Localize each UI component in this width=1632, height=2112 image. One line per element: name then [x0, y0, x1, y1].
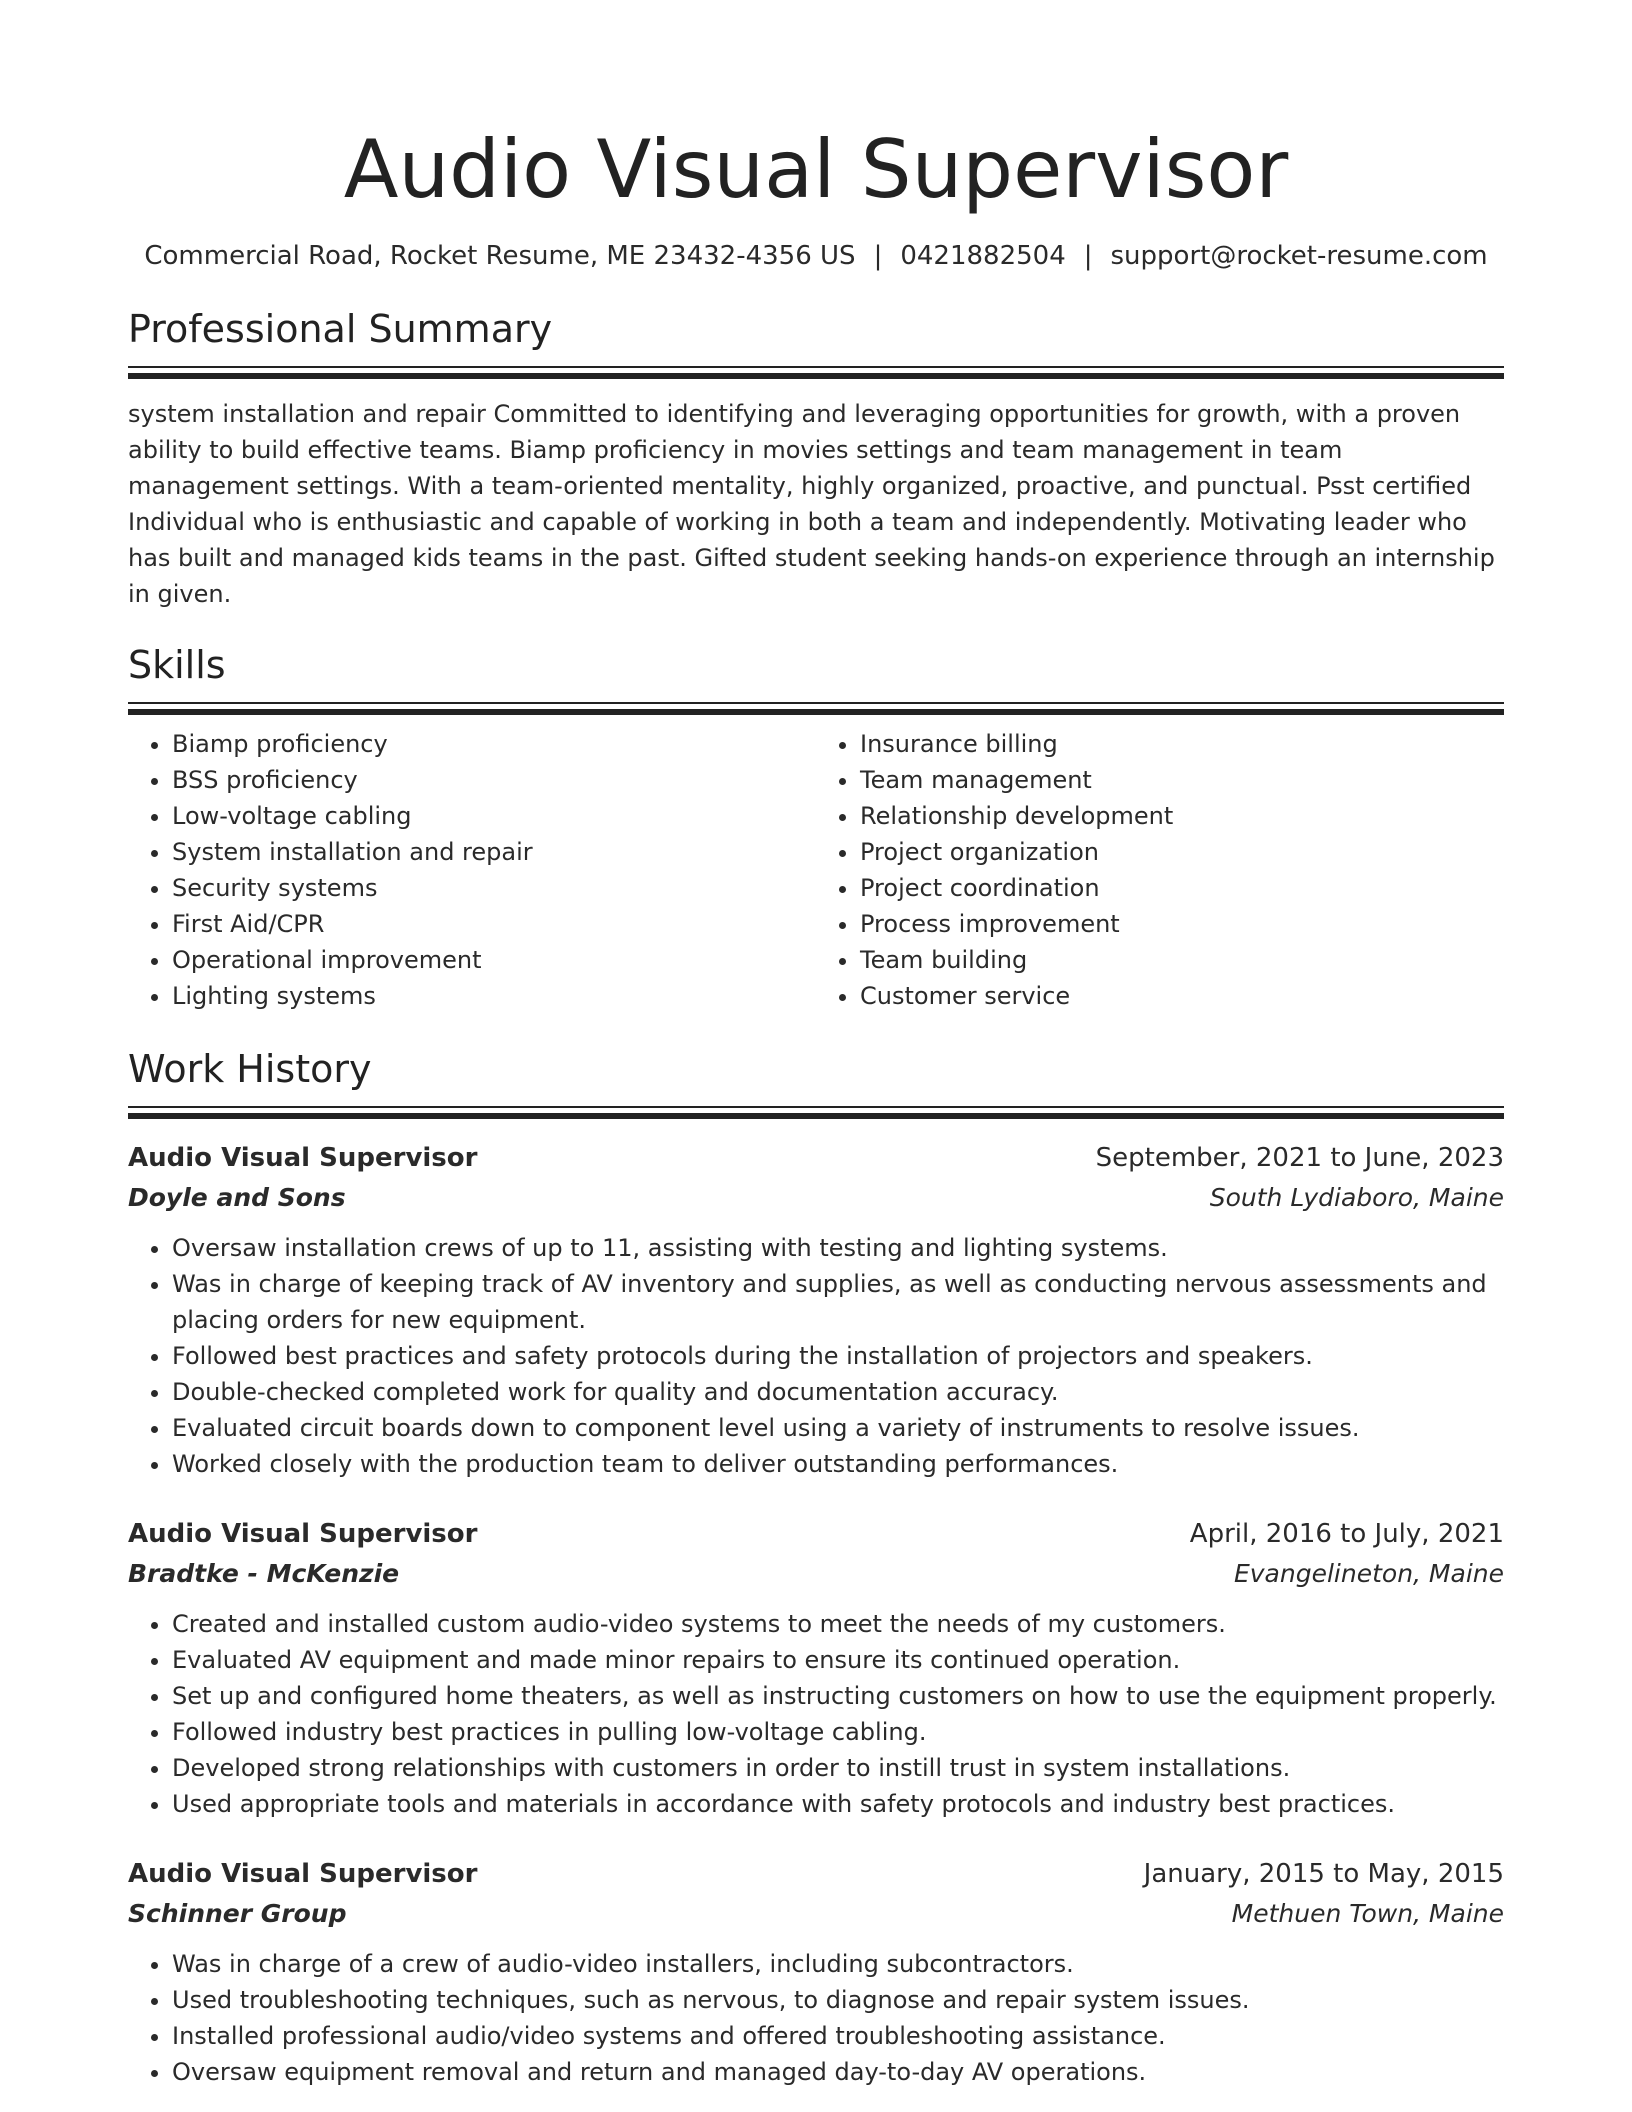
- contact-address: Commercial Road, Rocket Resume, ME 23432-4356 US: [144, 241, 856, 271]
- skill-item: • First Aid/CPR: [172, 906, 816, 942]
- job-company: Schinner Group: [128, 1899, 347, 1928]
- contact-line: [128, 238, 1504, 274]
- job-entry: [128, 1854, 1504, 2090]
- job-list: [128, 1138, 1504, 2090]
- job-header-row: [128, 1514, 1504, 1554]
- job-bullet-list: [128, 1606, 1504, 1822]
- job-entry: [128, 1138, 1504, 1482]
- skill-item: • Project organization: [860, 834, 1504, 870]
- job-bullet-list: [128, 1946, 1504, 2090]
- job-bullet: • Created and installed custom audio-video systems to meet the needs of my customers.: [172, 1606, 1504, 1642]
- skill-item: • Relationship development: [860, 798, 1504, 834]
- job-company-row: [128, 1894, 1504, 1934]
- job-bullet: • Oversaw installation crews of up to 11, assisting with testing and lighting systems.: [172, 1230, 1504, 1266]
- job-company: Doyle and Sons: [128, 1183, 346, 1212]
- skill-item: • Lighting systems: [172, 978, 816, 1014]
- job-bullet-list: [128, 1230, 1504, 1482]
- summary-text: system installation and repair Committed to identifying and leveraging opportunities for growth, with a proven ability to build effective teams. Biamp proficiency in movies settings and team management in team management settings. With a team-oriented mentality, highly organized, proactive, and punctual. Psst certified Individual who is enthusiastic and capable of working in both a team and independently. Motivating leader who has built and managed kids teams in the past. Gifted student seeking hands-on experience through an internship in given.: [128, 400, 1495, 608]
- work-history-section: [128, 1044, 1504, 2090]
- job-dates: April, 2016 to July, 2021: [1189, 1519, 1504, 1549]
- skill-item: • Insurance billing: [860, 726, 1504, 762]
- job-location: Methuen Town, Maine: [1231, 1899, 1504, 1928]
- job-bullet: • Used troubleshooting techniques, such as nervous, to diagnose and repair system issues.: [172, 1982, 1504, 2018]
- job-bullet: • Installed professional audio/video systems and offered troubleshooting assistance.: [172, 2018, 1504, 2054]
- job-header-row: [128, 1854, 1504, 1894]
- job-bullet: • Double-checked completed work for quality and documentation accuracy.: [172, 1374, 1504, 1410]
- skills-list-right: [816, 726, 1504, 1014]
- job-bullet: • Worked closely with the production team to deliver outstanding performances.: [172, 1446, 1504, 1482]
- contact-separator: |: [1083, 241, 1093, 271]
- skills-section: [128, 640, 1504, 1014]
- skills-list-left: [128, 726, 816, 1014]
- job-company-row: [128, 1554, 1504, 1594]
- resume-name: Audio Visual Supervisor: [343, 123, 1289, 216]
- section-divider: [128, 1106, 1504, 1116]
- section-title-work-history: Work History: [128, 1047, 372, 1091]
- job-bullet: • Was in charge of keeping track of AV inventory and supplies, as well as conducting nervous assessments and placing orders for new equipment.: [172, 1266, 1504, 1338]
- job-bullet: • Followed best practices and safety protocols during the installation of projectors and speakers.: [172, 1338, 1504, 1374]
- job-title: Audio Visual Supervisor: [128, 1519, 478, 1549]
- summary-section: [128, 304, 1504, 612]
- job-company: Bradtke - McKenzie: [128, 1559, 400, 1588]
- skill-item: • Team building: [860, 942, 1504, 978]
- job-bullet: • Oversaw equipment removal and return and managed day-to-day AV operations.: [172, 2054, 1504, 2090]
- job-location: Evangelineton, Maine: [1233, 1559, 1504, 1588]
- job-header-row: [128, 1138, 1504, 1178]
- job-location: South Lydiaboro, Maine: [1209, 1183, 1504, 1212]
- contact-separator: |: [873, 241, 883, 271]
- job-entry: [128, 1514, 1504, 1822]
- job-bullet: • Set up and configured home theaters, as well as instructing customers on how to use the equipment properly.: [172, 1678, 1504, 1714]
- skill-item: • Operational improvement: [172, 942, 816, 978]
- skill-item: • Customer service: [860, 978, 1504, 1014]
- job-bullet: • Evaluated AV equipment and made minor repairs to ensure its continued operation.: [172, 1642, 1504, 1678]
- skill-item: • Team management: [860, 762, 1504, 798]
- job-dates: September, 2021 to June, 2023: [1095, 1143, 1504, 1173]
- job-bullet: • Evaluated circuit boards down to component level using a variety of instruments to resolve issues.: [172, 1410, 1504, 1446]
- section-divider: [128, 366, 1504, 376]
- contact-phone: 0421882504: [900, 241, 1066, 271]
- section-title-summary: Professional Summary: [128, 307, 553, 351]
- section-title-skills: Skills: [128, 643, 226, 687]
- job-bullet: • Used appropriate tools and materials in accordance with safety protocols and industry best practices.: [172, 1786, 1504, 1822]
- section-divider: [128, 702, 1504, 712]
- skills-columns: [128, 726, 1504, 1014]
- job-title: Audio Visual Supervisor: [128, 1143, 478, 1173]
- job-bullet: • Was in charge of a crew of audio-video installers, including subcontractors.: [172, 1946, 1504, 1982]
- job-title: Audio Visual Supervisor: [128, 1859, 478, 1889]
- skill-item: • Biamp proficiency: [172, 726, 816, 762]
- skill-item: • Process improvement: [860, 906, 1504, 942]
- skill-item: • Security systems: [172, 870, 816, 906]
- job-company-row: [128, 1178, 1504, 1218]
- skill-item: • System installation and repair: [172, 834, 816, 870]
- job-bullet: • Developed strong relationships with customers in order to instill trust in system installations.: [172, 1750, 1504, 1786]
- job-dates: January, 2015 to May, 2015: [1143, 1859, 1504, 1889]
- contact-email: support@rocket-resume.com: [1110, 241, 1488, 271]
- skill-item: • Low-voltage cabling: [172, 798, 816, 834]
- resume-page: [128, 0, 1504, 2090]
- job-bullet: • Followed industry best practices in pulling low-voltage cabling.: [172, 1714, 1504, 1750]
- skill-item: • BSS proficiency: [172, 762, 816, 798]
- skill-item: • Project coordination: [860, 870, 1504, 906]
